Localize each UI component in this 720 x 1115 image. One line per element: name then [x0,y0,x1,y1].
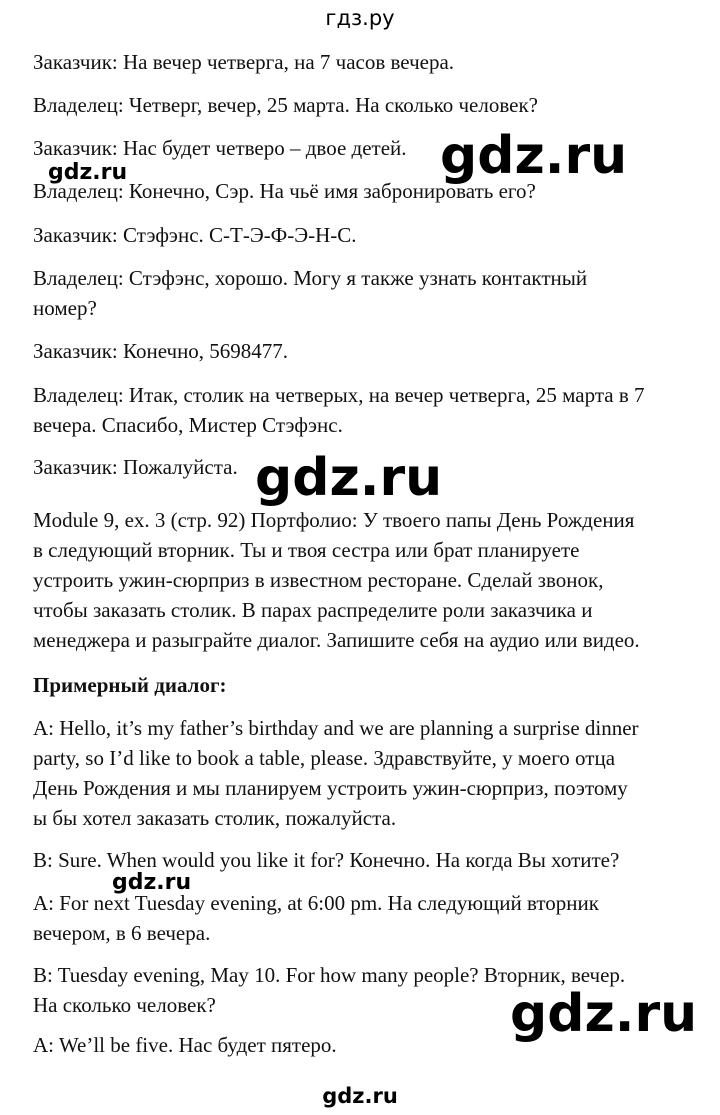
dialog-paragraph [33,263,703,323]
text-line: Заказчик: Стэфэнс. С-Т-Э-Ф-Э-Н-С. [33,223,357,247]
dialog-paragraph [33,90,703,120]
text-line: B: Tuesday evening, May 10. For how many people? Вторник, вечер. [33,963,626,987]
text-line: Заказчик: Конечно, 5698477. [33,339,289,363]
text-line: На сколько человек? [33,993,216,1017]
text-line: party, so I’d like to book a table, please. Здравствуйте, у моего отца [33,746,616,770]
text-line: A: For next Tuesday evening, at 6:00 pm. На следующий вторник [33,891,599,915]
text-line: вечером, в 6 вечера. [33,921,211,945]
text-line: чтобы заказать столик. В парах распределите роли заказчика и [33,598,593,622]
text-line: Заказчик: На вечер четверга, на 7 часов вечера. [33,50,455,74]
text-line: Заказчик: Нас будет четверо – двое детей. [33,136,407,160]
watermark-logo: gdz.ru [48,160,128,185]
text-line: Примерный диалог: [33,673,227,697]
text-line: A: Hello, it’s my father’s birthday and we are planning a surprise dinner [33,716,639,740]
site-header: гдз.ру [325,6,395,30]
text-line: вечера. Спасибо, Мистер Стэфэнс. [33,413,343,437]
text-line: в следующий вторник. Ты и твоя сестра или брат планируете [33,538,580,562]
section-heading [33,670,703,700]
text-line: устроить ужин-сюрприз в известном ресторане. Сделай звонок, [33,568,604,592]
text-line: Владелец: Стэфэнс, хорошо. Могу я также узнать контактный [33,266,588,290]
watermark-logo: gdz.ru [440,126,628,186]
text-line: День Рождения и мы планируем устроить ужин-сюрприз, поэтому [33,776,628,800]
site-footer: gdz.ru [322,1084,398,1108]
text-line: ы бы хотел заказать столик, пожалуйста. [33,806,397,830]
text-line: Заказчик: Пожалуйста. [33,455,238,479]
watermark-logo: gdz.ru [510,984,698,1044]
text-line: менеджера и разыграйте диалог. Запишите себя на аудио или видео. [33,628,640,652]
dialog-paragraph [33,47,703,77]
text-line: A: We’ll be five. Нас будет пятеро. [33,1033,337,1057]
text-line: Владелец: Конечно, Сэр. На чьё имя забронировать его? [33,179,536,203]
watermark-logo: gdz.ru [112,870,192,895]
dialog-paragraph [33,380,703,440]
dialog-paragraph [33,713,703,833]
text-line: номер? [33,296,97,320]
dialog-paragraph [33,888,703,948]
text-line: Владелец: Четверг, вечер, 25 марта. На сколько человек? [33,93,538,117]
text-line: Владелец: Итак, столик на четверых, на вечер четверга, 25 марта в 7 [33,383,645,407]
text-line: Module 9, ex. 3 (стр. 92) Портфолио: У твоего папы День Рождения [33,508,635,532]
dialog-paragraph [33,220,703,250]
dialog-paragraph [33,505,703,655]
text-line: B: Sure. When would you like it for? Конечно. На когда Вы хотите? [33,848,620,872]
dialog-paragraph [33,336,703,366]
watermark-logo: gdz.ru [255,448,443,508]
